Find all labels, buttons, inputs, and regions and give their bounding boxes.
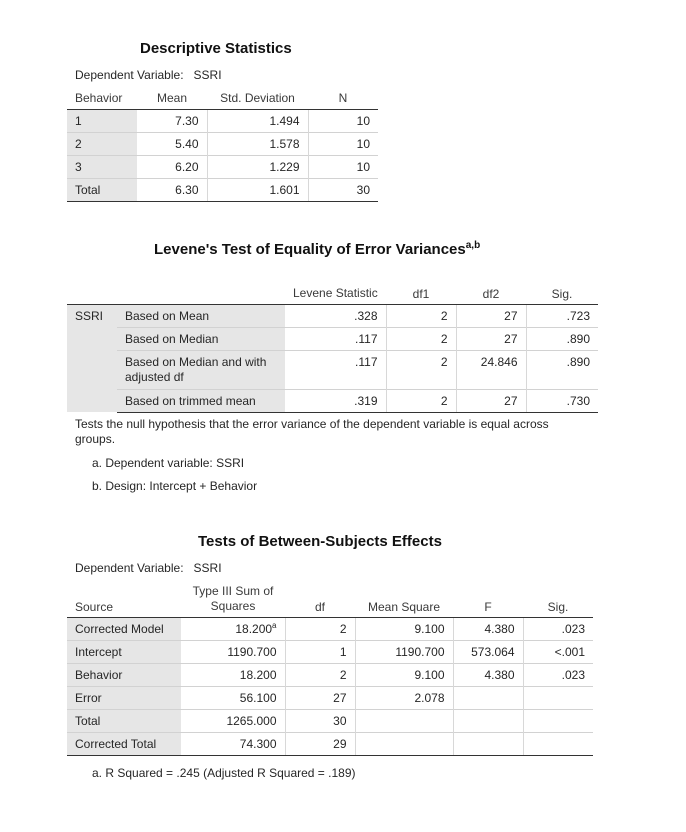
table-cell — [181, 686, 285, 709]
col-sig: Sig. — [523, 579, 593, 617]
cell-value: 18.200 — [239, 667, 277, 682]
row-header: Total — [67, 178, 137, 201]
table-cell: 2 — [386, 327, 456, 350]
table-cell — [453, 640, 523, 663]
table-cell — [523, 663, 593, 686]
cell-value: <.001 — [554, 644, 585, 659]
row-header: Based on Median — [117, 327, 285, 350]
table-cell: .319 — [285, 389, 386, 412]
table-row — [67, 640, 593, 663]
table-cell — [523, 709, 593, 732]
col-df: df — [285, 579, 355, 617]
cell-value: 18.200 — [235, 622, 273, 636]
col-n: N — [308, 87, 378, 109]
table-cell — [285, 640, 355, 663]
table-cell — [355, 686, 453, 709]
col-mean: Mean — [137, 87, 207, 109]
levene-title-sup: a,b — [465, 240, 481, 251]
cell-value: .023 — [561, 621, 585, 636]
cell-value: Intercept — [75, 644, 122, 659]
table-cell — [285, 732, 355, 755]
cell-value: Behavior — [75, 667, 123, 682]
table-cell: 2 — [386, 304, 456, 327]
levene-footnote-a: a. Dependent variable: SSRI — [92, 456, 245, 470]
table-cell: .730 — [526, 389, 598, 412]
table-row — [67, 709, 593, 732]
table-cell — [355, 663, 453, 686]
table-row — [67, 663, 593, 686]
table-row — [67, 732, 593, 755]
table-cell — [523, 732, 593, 755]
table-cell — [453, 709, 523, 732]
table-cell: 10 — [308, 132, 378, 155]
dv-value: SSRI — [193, 561, 222, 575]
table-cell: 1.229 — [207, 155, 308, 178]
table-cell: 27 — [456, 327, 526, 350]
table-cell: 10 — [308, 109, 378, 132]
table-cell — [355, 709, 453, 732]
cell-value: 1190.700 — [227, 644, 277, 659]
table-cell — [355, 640, 453, 663]
cell-value: 27 — [333, 690, 347, 705]
row-header: Based on Median and with adjusted df — [117, 350, 285, 389]
col-f: F — [453, 579, 523, 617]
table-cell: 2 — [386, 350, 456, 389]
levene-footnote-b: b. Design: Intercept + Behavior — [92, 479, 258, 493]
cell-value: Total — [75, 713, 101, 728]
row-header: Based on Mean — [117, 304, 285, 327]
cell-value: 56.100 — [239, 690, 277, 705]
table-row — [67, 155, 378, 178]
table-cell — [453, 732, 523, 755]
cell-value: 9.100 — [414, 621, 445, 636]
table-cell — [453, 686, 523, 709]
table-cell — [523, 617, 593, 640]
row-header: Based on trimmed mean — [117, 389, 285, 412]
row-header — [67, 663, 181, 686]
table-row — [67, 178, 378, 201]
cell-value: 1265.000 — [226, 713, 277, 728]
row-header — [67, 709, 181, 732]
table-cell: .117 — [285, 350, 386, 389]
descriptive-dependent-variable — [75, 68, 222, 82]
dv-label: Dependent Variable: — [75, 561, 184, 575]
row-header — [67, 732, 181, 755]
dv-value: SSRI — [193, 68, 222, 82]
col-df1: df1 — [386, 266, 456, 304]
table-cell — [453, 663, 523, 686]
table-cell: .328 — [354, 308, 378, 323]
table-cell: .117 — [285, 327, 386, 350]
col-source: Source — [67, 579, 181, 617]
table-cell — [181, 640, 285, 663]
table-cell — [355, 617, 453, 640]
row-header: 1 — [67, 109, 137, 132]
col-sig: Sig. — [526, 266, 598, 304]
cell-value: 2 — [339, 667, 347, 682]
dv-label: Dependent Variable: — [75, 68, 184, 82]
table-cell — [181, 732, 285, 755]
table-row — [67, 304, 598, 327]
cell-value: Corrected Total — [75, 736, 157, 751]
table-row — [67, 132, 378, 155]
row-header: 2 — [67, 132, 137, 155]
cell-value: 30 — [333, 713, 347, 728]
cell-value: 74.300 — [239, 736, 277, 751]
table-cell — [285, 617, 355, 640]
table-row — [67, 686, 593, 709]
cell-value: 2.078 — [414, 690, 445, 705]
table-cell: .723 — [526, 304, 598, 327]
table-cell: 27 — [456, 304, 526, 327]
table-cell: .890 — [526, 350, 598, 389]
row-header — [67, 640, 181, 663]
cell-value: 1 — [339, 644, 347, 659]
between-footnote: a. R Squared = .245 (Adjusted R Squared = .189) — [92, 766, 356, 780]
cell-value: 29 — [333, 736, 347, 751]
table-cell: 10 — [308, 155, 378, 178]
table-cell: .890 — [526, 327, 598, 350]
col-df2: df2 — [456, 266, 526, 304]
col-mean-square: Mean Square — [355, 579, 453, 617]
table-cell: 24.846 — [456, 350, 526, 389]
levene-title — [154, 240, 480, 258]
table-cell: 6.20 — [137, 155, 207, 178]
table-cell: 2 — [386, 389, 456, 412]
table-cell — [285, 663, 355, 686]
table-cell — [181, 663, 285, 686]
table-cell: 30 — [308, 178, 378, 201]
table-cell: 27 — [456, 389, 526, 412]
footnote-marker: a — [272, 621, 277, 630]
table-cell: 6.30 — [137, 178, 207, 201]
table-row — [67, 327, 598, 350]
table-cell: 1.494 — [207, 109, 308, 132]
col-sum-of-squares: Type III Sum of Squares — [181, 579, 285, 617]
table-cell — [523, 686, 593, 709]
cell-value: 4.380 — [484, 621, 515, 636]
group-header: SSRI — [67, 304, 117, 412]
table-cell: 5.40 — [137, 132, 207, 155]
table-cell: 1.578 — [207, 132, 308, 155]
row-header: 3 — [67, 155, 137, 178]
cell-value: 4.380 — [484, 667, 515, 682]
col-behavior: Behavior — [67, 87, 137, 109]
table-row — [67, 350, 598, 389]
col-levene-statistic: Levene Statistic — [285, 266, 386, 304]
table-cell — [181, 709, 285, 732]
descriptive-table — [67, 87, 378, 202]
table-cell: 7.30 — [175, 113, 199, 128]
table-cell — [181, 617, 285, 640]
cell-value: .023 — [561, 667, 585, 682]
table-row — [67, 109, 378, 132]
cell-value: 2 — [339, 621, 347, 636]
cell-value: 573.064 — [471, 644, 515, 659]
cell-value: Corrected Model — [75, 621, 164, 636]
descriptive-title: Descriptive Statistics — [140, 40, 292, 57]
row-header — [67, 617, 181, 640]
table-cell — [523, 640, 593, 663]
between-dependent-variable — [75, 561, 222, 575]
table-cell — [285, 686, 355, 709]
cell-value: 9.100 — [414, 667, 445, 682]
table-cell — [355, 732, 453, 755]
table-cell: 1.601 — [207, 178, 308, 201]
levene-table — [67, 266, 598, 413]
row-header — [67, 686, 181, 709]
cell-value: 1190.700 — [395, 644, 445, 659]
between-title: Tests of Between-Subjects Effects — [198, 533, 442, 550]
between-table — [67, 579, 593, 756]
table-cell — [453, 617, 523, 640]
table-row — [67, 617, 593, 640]
table-cell — [285, 709, 355, 732]
col-std-deviation: Std. Deviation — [207, 87, 308, 109]
table-row — [67, 389, 598, 412]
levene-note — [75, 417, 555, 447]
cell-value: Error — [75, 690, 102, 705]
levene-note-text: Tests the null hypothesis that the error variance of the dependent variable is equal across groups. — [75, 417, 549, 446]
levene-title-text: Levene's Test of Equality of Error Variances — [154, 241, 466, 258]
